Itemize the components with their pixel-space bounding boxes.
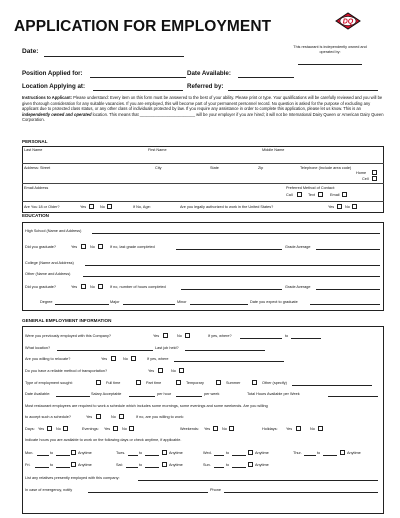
accept-yes-box[interactable] (96, 414, 101, 419)
accept-schedule-question: to accept such a schedule? (25, 415, 72, 419)
relatives-label: List any relatives presently employed with this company: (25, 476, 120, 480)
auth-yes-label: Yes (328, 205, 335, 209)
sun-to-label: to (226, 463, 230, 467)
age-no-label: No (100, 205, 105, 209)
college-yes-label: Yes (71, 285, 78, 289)
fri-anytime-label: Anytime (78, 463, 92, 467)
relocate-where-label: If yes, where (147, 357, 169, 361)
other-school-label: Other (Name and Address) (25, 272, 71, 276)
other-specify-field[interactable] (292, 385, 372, 386)
expected-graduation-field[interactable] (310, 304, 380, 305)
hours-completed-label: If no, number of hours completed (110, 285, 166, 289)
weekends-no-box[interactable] (229, 426, 234, 431)
date-field[interactable] (44, 56, 184, 57)
minor-field[interactable] (190, 304, 248, 305)
salary-hour-field[interactable] (129, 396, 155, 397)
willing-to-work-label: If no, are you willing to work: (136, 415, 184, 419)
relocate-yes-box[interactable] (111, 356, 116, 361)
city-label: City (155, 166, 162, 170)
age-no-box[interactable] (107, 204, 112, 209)
tues-to-label: to (139, 451, 143, 455)
phone-label: Phone (210, 488, 221, 492)
transport-yes-box[interactable] (158, 368, 163, 373)
prev-to-field[interactable] (291, 338, 321, 339)
hs-graduate-question: Did you graduate? (25, 245, 57, 249)
accept-no-label: No (111, 415, 116, 419)
part-time-box[interactable] (136, 380, 141, 385)
expected-graduation-label: Date you expect to graduate (250, 300, 298, 304)
fri-anytime-box[interactable] (71, 462, 76, 467)
age-yes-label: Yes (80, 205, 87, 209)
temporary-box[interactable] (176, 380, 181, 385)
divider (22, 183, 384, 184)
days-no-label: No (56, 427, 61, 431)
zip-label: Zip (258, 166, 264, 170)
holidays-label: Holidays: (262, 427, 278, 431)
hs-last-grade-label: If no, last grade completed (110, 245, 155, 249)
sat-anytime-box[interactable] (162, 462, 167, 467)
college-label: College (Name and Address) (25, 261, 74, 265)
high-school-label: High School (Name and Address) (25, 229, 82, 233)
hs-yes-label: Yes (71, 245, 78, 249)
sat-to-field[interactable] (145, 467, 159, 468)
home-label: Home (356, 171, 367, 175)
if-no-age-label: If No, Age: (133, 205, 151, 209)
contact-email-label: Email (330, 193, 340, 197)
middle-name-label: Middle Name (262, 148, 285, 152)
hs-no-box[interactable] (98, 244, 103, 249)
auth-no-box[interactable] (352, 204, 357, 209)
general-heading: GENERAL EMPLOYMENT INFORMATION (22, 318, 112, 323)
position-field[interactable] (90, 77, 186, 78)
what-location-field[interactable] (57, 350, 153, 351)
relocate-no-box[interactable] (131, 356, 136, 361)
relatives-field[interactable] (138, 480, 378, 481)
tues-label: Tues. (116, 451, 126, 455)
prev-yes-label: Yes (153, 334, 160, 338)
date-label: Date: (22, 48, 39, 55)
date-available-field[interactable] (238, 77, 294, 78)
if-yes-where-label: If yes, where? (208, 334, 232, 338)
hs-grade-average-label: Grade Average (285, 245, 311, 249)
page-title: APPLICATION FOR EMPLOYMENT (14, 18, 272, 35)
schedule-note: Most restaurant employees are required to work a schedule which includes some mornings, some evenings and some weekends. Are you willing (25, 404, 268, 408)
divider (22, 163, 384, 164)
wed-to-field[interactable] (232, 455, 246, 456)
date-available-label-2: Date Available: (25, 392, 51, 396)
fri-from-field[interactable] (35, 467, 49, 468)
relocate-no-label: No (123, 357, 128, 361)
thur-label: Thur. (293, 451, 302, 455)
auth-yes-box[interactable] (337, 204, 342, 209)
total-hours-field[interactable] (328, 396, 378, 397)
summer-box[interactable] (216, 380, 221, 385)
last-name-label: Last Name (24, 148, 43, 152)
prev-yes-box[interactable] (163, 333, 168, 338)
major-label: Major (110, 300, 120, 304)
emergency-field[interactable] (88, 492, 208, 493)
address-label: Address: (24, 166, 39, 170)
sun-label: Sun. (203, 463, 211, 467)
relocate-yes-label: Yes (101, 357, 108, 361)
relocate-question: Are you willing to relocate? (25, 357, 71, 361)
full-time-label: Full time (106, 381, 121, 385)
cell-label: Cell (362, 177, 369, 181)
fri-to-label: to (50, 463, 54, 467)
wed-to-label: to (226, 451, 230, 455)
mon-label: Mon. (25, 451, 34, 455)
sun-to-field[interactable] (232, 467, 246, 468)
general-frame (22, 326, 384, 514)
mon-anytime-box[interactable] (71, 450, 76, 455)
high-school-field[interactable] (92, 233, 380, 234)
mon-from-field[interactable] (37, 455, 49, 456)
svg-text:DQ: DQ (342, 18, 354, 26)
last-job-field[interactable] (185, 350, 265, 351)
college-grade-average-field[interactable] (316, 289, 380, 290)
hs-last-grade-field[interactable] (176, 249, 282, 250)
evenings-yes-label: Yes (104, 427, 111, 431)
sat-to-label: to (139, 463, 143, 467)
dairy-queen-logo (335, 8, 361, 34)
evenings-no-box[interactable] (129, 426, 134, 431)
street-label: Street (40, 166, 51, 170)
what-location-label: What location? (25, 346, 51, 350)
weekends-no-label: No (222, 427, 227, 431)
transport-no-box[interactable] (179, 368, 184, 373)
education-heading: EDUCATION (22, 213, 49, 218)
hs-no-label: No (90, 245, 95, 249)
sat-label: Sat: (116, 463, 123, 467)
authorized-question: Are you legally authorized to work in the United States? (180, 205, 274, 209)
tues-from-field[interactable] (128, 455, 138, 456)
telephone-label: Telephone (Include area code) (300, 166, 352, 170)
auth-no-label: No (345, 205, 350, 209)
days-yes-box[interactable] (47, 426, 52, 431)
thur-anytime-box[interactable] (340, 450, 345, 455)
sat-from-field[interactable] (126, 467, 138, 468)
thur-anytime-label: Anytime (347, 451, 361, 455)
hs-yes-box[interactable] (81, 244, 86, 249)
tues-anytime-box[interactable] (162, 450, 167, 455)
holidays-no-box[interactable] (318, 426, 323, 431)
owner-line[interactable] (298, 64, 362, 65)
evenings-yes-box[interactable] (113, 426, 118, 431)
contact-text-label: Text (308, 193, 315, 197)
relocate-where-field[interactable] (174, 361, 284, 362)
tues-anytime-label: Anytime (169, 451, 183, 455)
holidays-no-label: No (310, 427, 315, 431)
referred-label: Referred by: (187, 83, 224, 90)
first-name-label: First Name (148, 148, 167, 152)
hours-note: Indicate hours you are available to work on the following days or check anytime, if applicable. (25, 438, 182, 442)
location-label: Location Applying at: (22, 83, 86, 90)
college-field[interactable] (85, 265, 380, 266)
personal-frame (22, 146, 384, 213)
mon-anytime-label: Anytime (78, 451, 92, 455)
evenings-label: Evenings: (82, 427, 99, 431)
owner-note: This restaurant is independently owned and operated by: (293, 45, 367, 54)
wed-label: Wed. (203, 451, 212, 455)
wed-anytime-box[interactable] (248, 450, 253, 455)
employment-type-label: Type of employment sought: (25, 381, 73, 385)
other-type-box[interactable] (252, 380, 257, 385)
holidays-yes-label: Yes (286, 427, 293, 431)
sun-anytime-box[interactable] (248, 462, 253, 467)
prev-no-label: No (177, 334, 182, 338)
weekends-label: Weekends: (180, 427, 199, 431)
salary-week-field[interactable] (176, 396, 202, 397)
mon-to-label: to (50, 451, 54, 455)
wed-from-field[interactable] (214, 455, 224, 456)
instructions-text: Instructions to Applicant: Please understand: Every item on this form must be answered to the best of your ability. Please print or type. Your qualifications will be carefully reviewed and you will be given thorough consideration for any suitable vacancies. If you are employed, this will become part of your permanent personnel record. No question is asked for the purpose of excluding any applicant due to protected class status, or any other class of individuals protected by law. If you require any assistance in order to complete this application, please let us know. This is an independently owned and operated location. This means that ________________________ will be your employer if you are hired; it will not be International Dairy Queen or American Dairy Queen Corporation. (22, 95, 384, 123)
contact-email-box[interactable] (342, 192, 347, 197)
temporary-label: Temporary (186, 381, 204, 385)
college-grade-average-label: Grade Average (285, 285, 311, 289)
state-label: State (210, 166, 219, 170)
thur-to-field[interactable] (323, 455, 337, 456)
divider (22, 201, 384, 202)
degree-field[interactable] (55, 304, 109, 305)
date-available-field-2[interactable] (56, 396, 90, 397)
thur-from-field[interactable] (304, 455, 316, 456)
summer-label: Summer (226, 381, 241, 385)
fri-to-field[interactable] (56, 467, 70, 468)
contact-call-label: Call (286, 193, 293, 197)
college-no-box[interactable] (98, 284, 103, 289)
tues-to-field[interactable] (145, 455, 159, 456)
prev-from-field[interactable] (240, 338, 282, 339)
wed-anytime-label: Anytime (255, 451, 269, 455)
part-time-label: Part time (146, 381, 162, 385)
minor-label: Minor (177, 300, 187, 304)
phone-field[interactable] (224, 492, 378, 493)
sun-from-field[interactable] (214, 467, 224, 468)
age-question: Are You 18 or Older? (24, 205, 60, 209)
college-graduate-question: Did you graduate? (25, 285, 57, 289)
hs-grade-average-field[interactable] (316, 249, 380, 250)
prev-no-box[interactable] (185, 333, 190, 338)
holidays-yes-box[interactable] (296, 426, 301, 431)
accept-no-box[interactable] (119, 414, 124, 419)
weekends-yes-box[interactable] (213, 426, 218, 431)
cell-phone-box[interactable] (372, 176, 377, 181)
transport-yes-label: Yes (148, 369, 155, 373)
email-label: Email Address (24, 186, 49, 190)
college-yes-box[interactable] (81, 284, 86, 289)
date-available-label: Date Available: (187, 70, 231, 77)
college-no-label: No (90, 285, 95, 289)
contact-call-box[interactable] (297, 192, 302, 197)
days-no-box[interactable] (63, 426, 68, 431)
accept-yes-label: Yes (86, 415, 93, 419)
thur-to-label: to (317, 451, 321, 455)
personal-heading: PERSONAL (22, 139, 48, 144)
location-field[interactable] (93, 90, 183, 91)
age-yes-box[interactable] (89, 204, 94, 209)
total-hours-label: Total Hours Available per Week (247, 392, 300, 396)
other-specify-label: Other (specify) (262, 381, 287, 385)
contact-text-box[interactable] (318, 192, 323, 197)
prev-employed-question: Were you previously employed with this Company? (25, 334, 112, 338)
per-hour-label: per hour (157, 392, 172, 396)
home-phone-box[interactable] (372, 170, 377, 175)
transport-no-label: No (171, 369, 176, 373)
transportation-question: Do you have a reliable method of transportation? (25, 369, 108, 373)
position-label: Position Applied for: (22, 70, 83, 77)
mon-to-field[interactable] (56, 455, 70, 456)
fri-label: Fri. (25, 463, 31, 467)
preferred-contact-label: Preferred Method of Contact: (286, 186, 335, 190)
days-label: Days: (25, 427, 35, 431)
emergency-label: In case of emergency, notify (25, 488, 73, 492)
salary-label: Salary Acceptable (91, 392, 122, 396)
days-yes-label: Yes (38, 427, 45, 431)
hours-completed-field[interactable] (181, 289, 282, 290)
last-job-label: Last job held? (155, 346, 179, 350)
referred-field[interactable] (228, 90, 378, 91)
sat-anytime-label: Anytime (169, 463, 183, 467)
full-time-box[interactable] (96, 380, 101, 385)
sun-anytime-label: Anytime (255, 463, 269, 467)
evenings-no-label: No (122, 427, 127, 431)
weekends-yes-label: Yes (204, 427, 211, 431)
major-field[interactable] (123, 304, 175, 305)
education-frame (22, 222, 384, 311)
per-week-label: per week (204, 392, 220, 396)
other-school-field[interactable] (83, 276, 380, 277)
to-label: to (285, 334, 289, 338)
degree-label: Degree (40, 300, 53, 304)
